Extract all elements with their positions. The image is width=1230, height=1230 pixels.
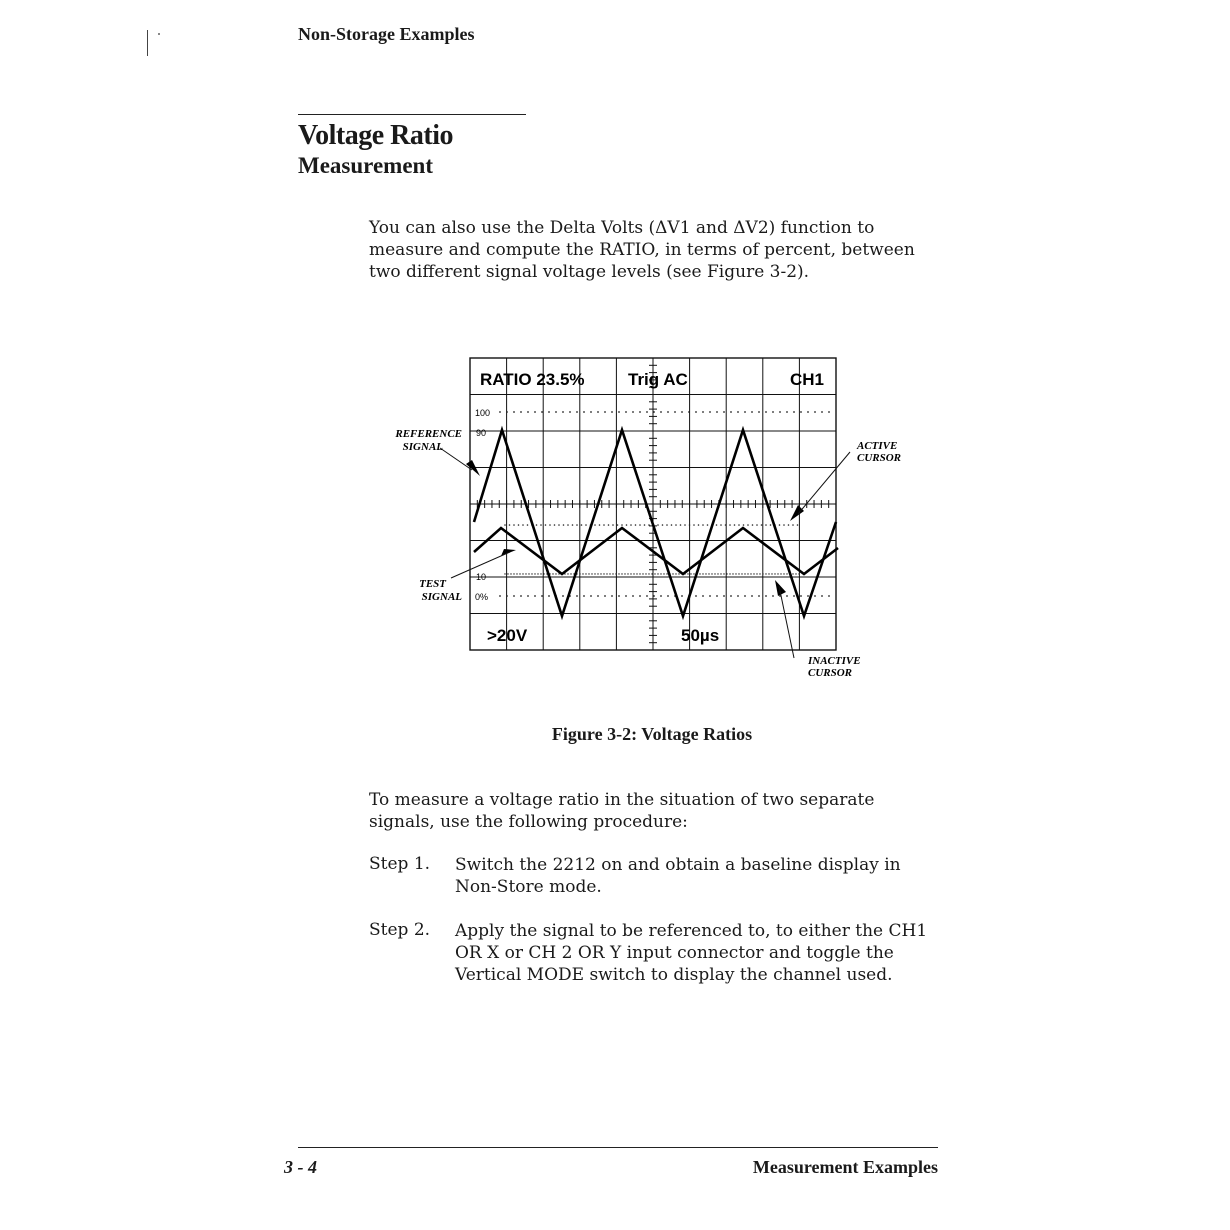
inactive-cursor-dotted-line	[543, 573, 544, 574]
inactive-cursor-dotted-line	[597, 573, 598, 574]
active-cursor-dotted-line	[657, 524, 659, 526]
active-cursor-dotted-line	[716, 524, 718, 526]
dotted-0-percent	[807, 595, 809, 597]
active-cursor-dotted-line	[594, 524, 596, 526]
dotted-0-percent	[737, 595, 739, 597]
inactive-cursor-dotted-line	[552, 573, 553, 574]
active-cursor-dotted-line	[702, 524, 704, 526]
dotted-100-percent	[772, 411, 774, 413]
dotted-0-percent	[716, 595, 718, 597]
dotted-0-percent	[583, 595, 585, 597]
inactive-cursor-dotted-line	[600, 573, 601, 574]
active-cursor-dotted-line	[675, 524, 677, 526]
ratio-readout: RATIO 23.5%	[480, 370, 585, 389]
active-cursor-dotted-line	[540, 524, 542, 526]
dotted-100-percent	[632, 411, 634, 413]
active-cursor-dotted-line	[783, 524, 785, 526]
inactive-cursor-dotted-line	[726, 573, 727, 574]
dotted-0-percent	[527, 595, 529, 597]
active-cursor-dotted-line	[572, 524, 574, 526]
dotted-100-percent	[751, 411, 753, 413]
dotted-0-percent	[611, 595, 613, 597]
active-cursor-dotted-line	[644, 524, 646, 526]
active-cursor-dotted-line	[770, 524, 772, 526]
dotted-0-percent	[499, 595, 501, 597]
inactive-cursor-dotted-line	[795, 573, 796, 574]
reference-signal-label-2: SIGNAL	[402, 441, 443, 453]
inactive-cursor-dotted-line	[531, 573, 532, 574]
inactive-cursor-dotted-line	[624, 573, 625, 574]
dotted-100-percent	[667, 411, 669, 413]
active-cursor-dotted-line	[630, 524, 632, 526]
inactive-cursor-dotted-line	[582, 573, 583, 574]
inactive-cursor-dotted-line	[777, 573, 778, 574]
inactive-cursor-dotted-line	[774, 573, 775, 574]
dotted-100-percent	[569, 411, 571, 413]
inactive-cursor-dotted-line	[729, 573, 730, 574]
inactive-cursor-dotted-line	[687, 573, 688, 574]
dotted-100-percent	[702, 411, 704, 413]
inactive-cursor-dotted-line	[630, 573, 631, 574]
inactive-cursor-dotted-line	[609, 573, 610, 574]
active-cursor-dotted-line	[518, 524, 520, 526]
inactive-cursor-dotted-line	[702, 573, 703, 574]
active-cursor-dotted-line	[734, 524, 736, 526]
inactive-cursor-dotted-line	[522, 573, 523, 574]
dotted-100-percent	[583, 411, 585, 413]
inactive-cursor-dotted-line	[618, 573, 619, 574]
active-cursor-dotted-line	[639, 524, 641, 526]
dotted-100-percent	[681, 411, 683, 413]
dotted-0-percent	[765, 595, 767, 597]
dotted-100-percent	[765, 411, 767, 413]
active-cursor-dotted-line	[549, 524, 551, 526]
dotted-100-percent	[737, 411, 739, 413]
dotted-100-percent	[597, 411, 599, 413]
section-subtitle: Measurement	[298, 153, 433, 178]
inactive-cursor-dotted-line	[591, 573, 592, 574]
inactive-cursor-dotted-line	[633, 573, 634, 574]
dotted-100-percent	[730, 411, 732, 413]
dotted-100-percent	[513, 411, 515, 413]
inactive-cursor-dotted-line	[735, 573, 736, 574]
dotted-100-percent	[674, 411, 676, 413]
inactive-cursor-dotted-line	[720, 573, 721, 574]
active-cursor-dotted-line	[797, 524, 799, 526]
dotted-100-percent	[660, 411, 662, 413]
inactive-cursor-dotted-line	[534, 573, 535, 574]
inactive-cursor-dotted-line	[513, 573, 514, 574]
waveforms	[474, 430, 838, 616]
dotted-100-percent	[506, 411, 508, 413]
active-cursor-dotted-line	[765, 524, 767, 526]
inactive-cursor-dotted-line	[756, 573, 757, 574]
active-cursor-dotted-line	[662, 524, 664, 526]
active-cursor-dotted-line	[707, 524, 709, 526]
section-title: Voltage Ratio	[298, 120, 454, 151]
inactive-cursor-dotted-line	[705, 573, 706, 574]
active-cursor-dotted-line	[522, 524, 524, 526]
dotted-0-percent	[604, 595, 606, 597]
dotted-100-percent	[611, 411, 613, 413]
inactive-cursor-dotted-line	[654, 573, 655, 574]
inactive-cursor-dotted-line	[798, 573, 799, 574]
running-header: Non-Storage Examples	[298, 24, 475, 44]
step-1-text: Switch the 2212 on and obtain a baseline display in Non-Store mode.	[455, 855, 901, 897]
active-cursor-dotted-line	[581, 524, 583, 526]
active-cursor-dotted-line	[684, 524, 686, 526]
dotted-100-percent	[604, 411, 606, 413]
inactive-cursor-label-1: INACTIVE	[808, 655, 861, 667]
inactive-cursor-dotted-line	[708, 573, 709, 574]
active-cursor-dotted-line	[671, 524, 673, 526]
graticule-100-label: 100	[475, 408, 491, 418]
inactive-cursor-dotted-line	[519, 573, 520, 574]
active-cursor-dotted-line	[756, 524, 758, 526]
active-cursor-dotted-line	[779, 524, 781, 526]
inactive-cursor-dotted-line	[510, 573, 511, 574]
trigger-readout: Trig AC	[628, 370, 688, 389]
dotted-0-percent	[814, 595, 816, 597]
active-cursor-dotted-line	[599, 524, 601, 526]
test-signal-label-2: SIGNAL	[421, 591, 462, 603]
dotted-0-percent	[548, 595, 550, 597]
inactive-cursor-dotted-line	[642, 573, 643, 574]
dotted-100-percent	[639, 411, 641, 413]
dotted-100-percent	[793, 411, 795, 413]
dotted-100-percent	[625, 411, 627, 413]
dotted-100-percent	[828, 411, 830, 413]
inactive-cursor-dotted-line	[744, 573, 745, 574]
active-cursor-dotted-line	[563, 524, 565, 526]
inactive-cursor-dotted-line	[525, 573, 526, 574]
dotted-100-percent	[646, 411, 648, 413]
dotted-100-percent	[695, 411, 697, 413]
inactive-cursor-dotted-line	[603, 573, 604, 574]
active-cursor-dotted-line	[788, 524, 790, 526]
active-cursor-dotted-line	[585, 524, 587, 526]
inactive-cursor-dotted-line	[699, 573, 700, 574]
inactive-cursor-dotted-line	[528, 573, 529, 574]
active-cursor-dotted-line	[698, 524, 700, 526]
inactive-cursor-dotted-line	[579, 573, 580, 574]
active-cursor-dotted-line	[725, 524, 727, 526]
inactive-cursor-dotted-line	[780, 573, 781, 574]
dotted-0-percent	[513, 595, 515, 597]
dotted-0-percent	[681, 595, 683, 597]
active-cursor-dotted-line	[617, 524, 619, 526]
active-cursor-dotted-line	[545, 524, 547, 526]
inactive-cursor-dotted-line	[762, 573, 763, 574]
inactive-cursor-dotted-line	[507, 573, 508, 574]
dotted-0-percent	[667, 595, 669, 597]
dotted-100-percent	[723, 411, 725, 413]
inactive-cursor-dotted-line	[627, 573, 628, 574]
step-1-label: Step 1.	[369, 854, 431, 874]
active-cursor-dotted-line	[648, 524, 650, 526]
inactive-cursor-dotted-line	[639, 573, 640, 574]
inactive-cursor-dotted-line	[741, 573, 742, 574]
dotted-0-percent	[821, 595, 823, 597]
intro-paragraph: You can also use the Delta Volts (ΔV1 and ΔV2) function to measure and compute the RATIO, in terms of percent, between two different signal voltage levels (see Figure 3-2).	[369, 218, 915, 282]
active-cursor-dotted-line	[738, 524, 740, 526]
inactive-cursor-dotted-line	[711, 573, 712, 574]
dotted-100-percent	[618, 411, 620, 413]
active-cursor-dotted-line	[513, 524, 515, 526]
dotted-100-percent	[576, 411, 578, 413]
active-cursor-dotted-line	[608, 524, 610, 526]
active-cursor-dotted-line	[567, 524, 569, 526]
footer-chapter: Measurement Examples	[752, 1157, 938, 1177]
inactive-cursor-dotted-line	[672, 573, 673, 574]
inactive-cursor-dotted-line	[666, 573, 667, 574]
dotted-100-percent	[688, 411, 690, 413]
active-cursor-dotted-line	[509, 524, 511, 526]
dotted-0-percent	[639, 595, 641, 597]
dotted-100-percent	[527, 411, 529, 413]
inactive-cursor-dotted-line	[714, 573, 715, 574]
dotted-100-percent	[555, 411, 557, 413]
dotted-100-percent	[779, 411, 781, 413]
dotted-0-percent	[576, 595, 578, 597]
inactive-cursor-dotted-line	[786, 573, 787, 574]
test-signal-label-1: TEST	[419, 578, 446, 590]
dotted-0-percent	[751, 595, 753, 597]
inactive-cursor-dotted-line	[594, 573, 595, 574]
active-cursor-dotted-line	[729, 524, 731, 526]
time-div-readout: 50µs	[681, 626, 720, 645]
dotted-100-percent	[499, 411, 501, 413]
dotted-100-percent	[716, 411, 718, 413]
dotted-0-percent	[632, 595, 634, 597]
active-cursor-dotted-line	[680, 524, 682, 526]
inactive-cursor-dotted-line	[621, 573, 622, 574]
graticule-10-label: 10	[476, 572, 487, 582]
inactive-cursor-dotted-line	[663, 573, 664, 574]
active-cursor-dotted-line	[558, 524, 560, 526]
inactive-cursor-dotted-line	[732, 573, 733, 574]
step-2-label: Step 2.	[369, 920, 431, 940]
inactive-cursor-dotted-line	[717, 573, 718, 574]
dotted-100-percent	[548, 411, 550, 413]
active-cursor-label-2: CURSOR	[857, 452, 902, 464]
dotted-100-percent	[520, 411, 522, 413]
inactive-cursor-dotted-line	[690, 573, 691, 574]
dotted-100-percent	[744, 411, 746, 413]
inactive-cursor-dotted-line	[645, 573, 646, 574]
active-cursor-dotted-line	[536, 524, 538, 526]
inactive-cursor-dotted-line	[759, 573, 760, 574]
inactive-cursor-dotted-line	[516, 573, 517, 574]
dotted-0-percent	[793, 595, 795, 597]
dotted-0-percent	[695, 595, 697, 597]
inactive-cursor-dotted-line	[588, 573, 589, 574]
inactive-cursor-dotted-line	[504, 573, 505, 574]
inactive-cursor-dotted-line	[555, 573, 556, 574]
inactive-cursor-dotted-line	[615, 573, 616, 574]
inactive-cursor-dotted-line	[540, 573, 541, 574]
footer-rule	[298, 1147, 938, 1148]
dotted-0-percent	[653, 595, 655, 597]
active-cursor-dotted-line	[792, 524, 794, 526]
inactive-cursor-dotted-line	[765, 573, 766, 574]
inactive-cursor-dotted-line	[648, 573, 649, 574]
dotted-0-percent	[534, 595, 536, 597]
dotted-100-percent	[653, 411, 655, 413]
active-cursor-dotted-line	[626, 524, 628, 526]
dotted-0-percent	[709, 595, 711, 597]
dotted-0-percent	[828, 595, 830, 597]
dotted-100-percent	[758, 411, 760, 413]
active-cursor-dotted-line	[720, 524, 722, 526]
inactive-cursor-dotted-line	[723, 573, 724, 574]
channel-readout: CH1	[790, 370, 825, 389]
inactive-cursor-dotted-line	[768, 573, 769, 574]
inactive-cursor-dotted-line	[693, 573, 694, 574]
dotted-0-percent	[541, 595, 543, 597]
dotted-0-percent	[520, 595, 522, 597]
inactive-cursor-dotted-line	[612, 573, 613, 574]
dotted-0-percent	[625, 595, 627, 597]
inactive-cursor-dotted-line	[678, 573, 679, 574]
dotted-0-percent	[744, 595, 746, 597]
inactive-cursor-dotted-line	[792, 573, 793, 574]
step-2-text: Apply the signal to be referenced to, to either the CH1 OR X or CH 2 OR Y input connector and toggle the Vertical MODE switch to display the channel used.	[455, 921, 928, 985]
active-cursor-dotted-line	[747, 524, 749, 526]
dotted-100-percent	[807, 411, 809, 413]
active-cursor-dotted-line	[666, 524, 668, 526]
dotted-0-percent	[730, 595, 732, 597]
figure-caption: Figure 3-2: Voltage Ratios	[551, 724, 753, 744]
dotted-100-percent	[786, 411, 788, 413]
dotted-100-percent	[590, 411, 592, 413]
dotted-0-percent	[590, 595, 592, 597]
active-cursor-dotted-line	[527, 524, 529, 526]
dotted-0-percent	[562, 595, 564, 597]
inactive-cursor-dotted-line	[567, 573, 568, 574]
graticule-90-label: 90	[476, 428, 487, 438]
inactive-cursor-dotted-line	[750, 573, 751, 574]
dotted-0-percent	[646, 595, 648, 597]
inactive-cursor-dotted-line	[657, 573, 658, 574]
dotted-0-percent	[597, 595, 599, 597]
active-cursor-dotted-line	[554, 524, 556, 526]
dotted-0-percent	[772, 595, 774, 597]
inactive-cursor-dotted-line	[738, 573, 739, 574]
volts-div-readout: >20V	[487, 626, 528, 645]
dotted-100-percent	[541, 411, 543, 413]
page-number: 3 - 4	[284, 1157, 317, 1177]
active-cursor-dotted-line	[693, 524, 695, 526]
inactive-cursor-dotted-line	[783, 573, 784, 574]
reference-signal-label-1: REFERENCE	[395, 428, 462, 440]
active-cursor-dotted-line	[603, 524, 605, 526]
inactive-cursor-dotted-line	[771, 573, 772, 574]
inactive-cursor-label-2: CURSOR	[808, 667, 853, 679]
dotted-0-percent	[506, 595, 508, 597]
dotted-0-percent	[618, 595, 620, 597]
inactive-cursor-dotted-line	[651, 573, 652, 574]
inactive-cursor-dotted-line	[570, 573, 571, 574]
inactive-cursor-dotted-line	[537, 573, 538, 574]
dotted-100-percent	[814, 411, 816, 413]
dotted-100-percent	[800, 411, 802, 413]
inactive-cursor-dotted-line	[585, 573, 586, 574]
active-cursor-dotted-line	[635, 524, 637, 526]
dotted-100-percent	[534, 411, 536, 413]
dotted-100-percent	[821, 411, 823, 413]
active-cursor-dotted-line	[743, 524, 745, 526]
active-cursor-dotted-line	[612, 524, 614, 526]
active-cursor-dotted-line	[576, 524, 578, 526]
inactive-cursor-dotted-line	[606, 573, 607, 574]
dotted-0-percent	[660, 595, 662, 597]
active-cursor-dotted-line	[761, 524, 763, 526]
inactive-cursor-dotted-line	[675, 573, 676, 574]
dotted-0-percent	[723, 595, 725, 597]
active-cursor-dotted-line	[752, 524, 754, 526]
dotted-0-percent	[800, 595, 802, 597]
dotted-0-percent	[702, 595, 704, 597]
inactive-cursor-dotted-line	[660, 573, 661, 574]
procedure-intro: To measure a voltage ratio in the situation of two separate signals, use the following procedure:	[369, 790, 875, 832]
inactive-cursor-dotted-line	[753, 573, 754, 574]
dotted-100-percent	[709, 411, 711, 413]
dotted-0-percent	[786, 595, 788, 597]
dotted-100-percent	[562, 411, 564, 413]
active-cursor-dotted-line	[621, 524, 623, 526]
inactive-cursor-dotted-line	[636, 573, 637, 574]
active-cursor-dotted-line	[689, 524, 691, 526]
active-cursor-dotted-line	[504, 524, 506, 526]
dotted-0-percent	[758, 595, 760, 597]
graticule-0-label: 0%	[475, 592, 489, 602]
active-cursor-label-1: ACTIVE	[857, 440, 898, 452]
inactive-cursor-dotted-line	[747, 573, 748, 574]
